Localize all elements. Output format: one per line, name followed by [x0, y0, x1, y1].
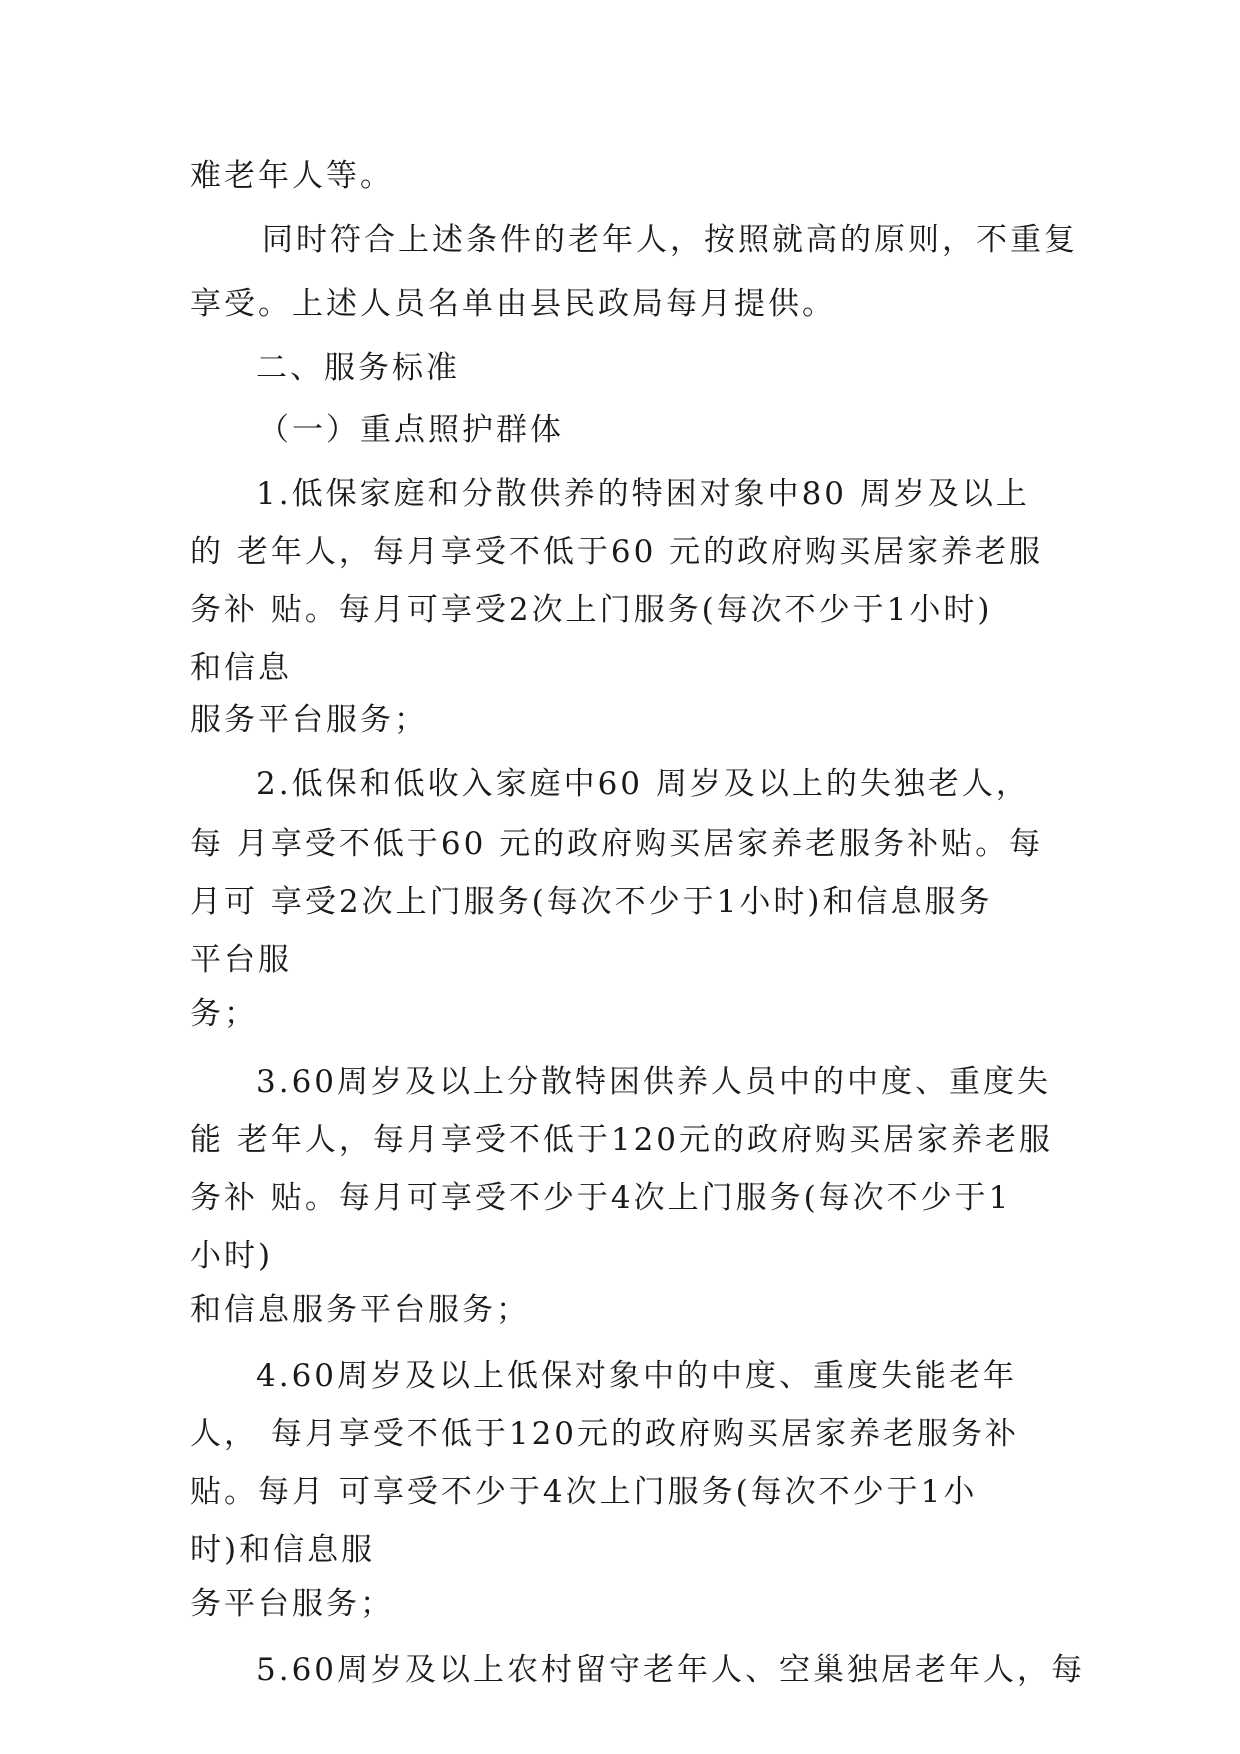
- text-line-7: 的 老年人，每月享受不低于60 元的政府购买居家养老服: [190, 534, 1044, 570]
- text-line-25: 务平台服务；: [190, 1586, 394, 1622]
- text-line-15: 务；: [190, 996, 258, 1032]
- text-line-11: 2.低保和低收入家庭中60 周岁及以上的失独老人，: [256, 766, 1030, 802]
- text-line-6: 1.低保家庭和分散供养的特困对象中80 周岁及以上: [256, 476, 1030, 512]
- text-line-1: 难老年人等。: [190, 158, 394, 194]
- text-line-8: 务补 贴。每月可享受2次上门服务(每次不少于1小时): [190, 592, 993, 628]
- text-line-17: 能 老年人，每月享受不低于120元的政府购买居家养老服: [190, 1122, 1054, 1158]
- text-line-2: 同时符合上述条件的老年人，按照就高的原则，不重复: [262, 222, 1078, 258]
- subsection-heading: （一）重点照护群体: [258, 412, 564, 448]
- text-line-20: 和信息服务平台服务；: [190, 1292, 530, 1328]
- text-line-21: 4.60周岁及以上低保对象中的中度、重度失能老年: [256, 1358, 1018, 1394]
- text-line-14: 平台服: [190, 942, 292, 978]
- text-line-19: 小时): [190, 1238, 274, 1274]
- text-line-10: 服务平台服务；: [190, 702, 428, 738]
- text-line-26: 5.60周岁及以上农村留守老年人、空巢独居老年人，每: [256, 1652, 1086, 1688]
- text-line-23: 贴。每月 可享受不少于4次上门服务(每次不少于1小: [190, 1474, 978, 1510]
- text-line-22: 人， 每月享受不低于120元的政府购买居家养老服务补: [190, 1416, 1020, 1452]
- text-line-18: 务补 贴。每月可享受不少于4次上门服务(每次不少于1: [190, 1180, 1012, 1216]
- text-line-13: 月可 享受2次上门服务(每次不少于1小时)和信息服务: [190, 884, 993, 920]
- text-line-3: 享受。上述人员名单由县民政局每月提供。: [190, 286, 836, 322]
- section-heading: 二、服务标准: [256, 350, 460, 386]
- text-line-16: 3.60周岁及以上分散特困供养人员中的中度、重度失: [256, 1064, 1052, 1100]
- text-line-9: 和信息: [190, 650, 292, 686]
- text-line-12: 每 月享受不低于60 元的政府购买居家养老服务补贴。每: [190, 826, 1044, 862]
- text-line-24: 时)和信息服: [190, 1532, 376, 1568]
